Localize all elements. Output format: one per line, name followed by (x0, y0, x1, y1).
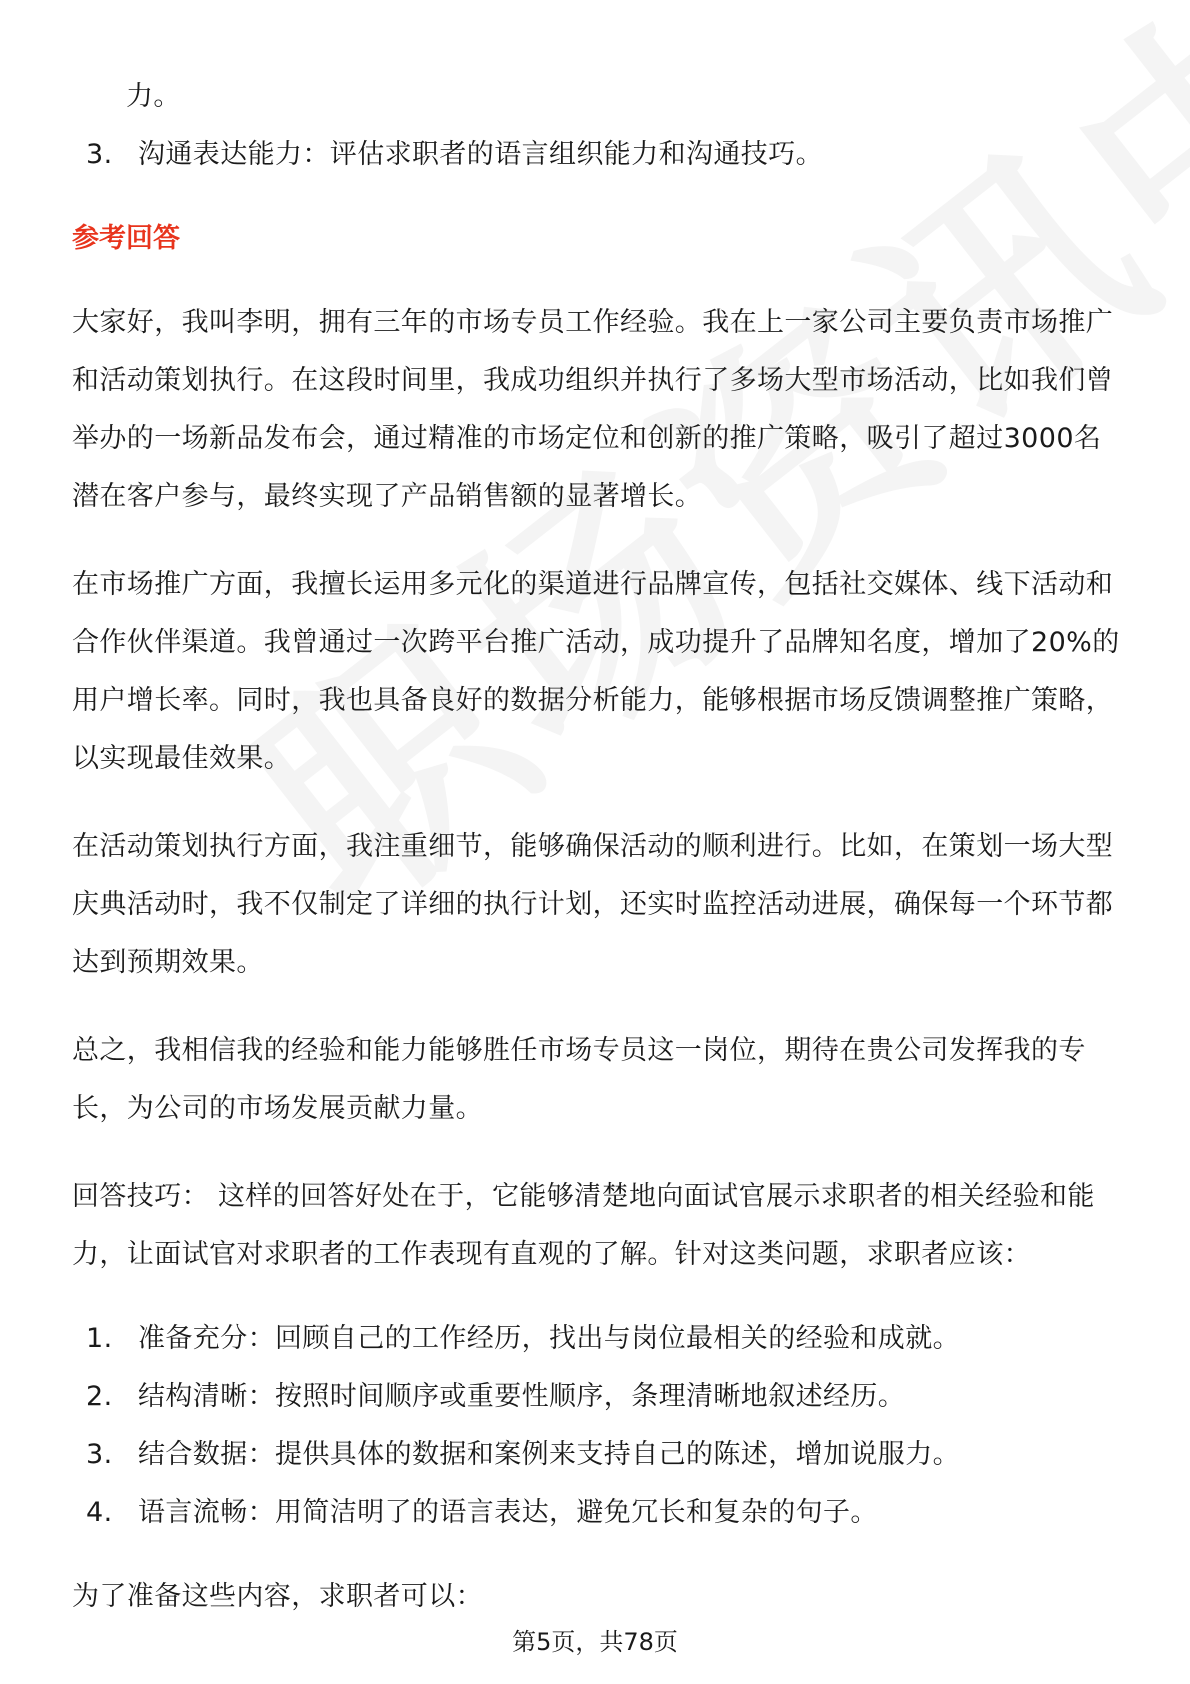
list-item-continuation: 力。 (126, 81, 181, 112)
tips-intro: 回答技巧： 这样的回答好处在于，它能够清楚地向面试官展示求职者的相关经验和能力，让面试官对求职者的工作表现有直观的了解。针对这类问题，求职者应该： (72, 1181, 1095, 1270)
list-item (72, 126, 1122, 184)
list-number: 3. (86, 139, 113, 170)
page-footer: 第5页，共78页 (512, 1628, 678, 1656)
section-title: 参考回答 (72, 223, 180, 254)
tips-list (72, 1310, 1122, 1542)
list-item (72, 1310, 1122, 1368)
list-text: 准备充分：回顾自己的工作经历，找出与岗位最相关的经验和成就。 (138, 1323, 960, 1354)
answer-paragraph-3: 在活动策划执行方面，我注重细节，能够确保活动的顺利进行。比如，在策划一场大型庆典活动时，我不仅制定了详细的执行计划，还实时监控活动进展，确保每一个环节都达到预期效果。 (72, 831, 1114, 978)
answer-paragraph-4: 总之，我相信我的经验和能力能够胜任市场专员这一岗位，期待在贵公司发挥我的专长，为公司的市场发展贡献力量。 (72, 1035, 1086, 1124)
page-content (72, 68, 1122, 1626)
list-number: 3. (86, 1439, 113, 1470)
list-item (72, 1426, 1122, 1484)
list-text: 结合数据：提供具体的数据和案例来支持自己的陈述，增加说服力。 (138, 1439, 960, 1470)
closing-text: 为了准备这些内容，求职者可以： (72, 1581, 483, 1612)
list-item (72, 1368, 1122, 1426)
list-number: 2. (86, 1381, 113, 1412)
answer-paragraph-1: 大家好，我叫李明，拥有三年的市场专员工作经验。我在上一家公司主要负责市场推广和活动策划执行。在这段时间里，我成功组织并执行了多场大型市场活动，比如我们曾举办的一场新品发布会，通过精准的市场定位和创新的推广策略，吸引了超过3000名潜在客户参与，最终实现了产品销售额的显著增长。 (72, 307, 1114, 512)
list-text: 结构清晰：按照时间顺序或重要性顺序，条理清晰地叙述经历。 (138, 1381, 906, 1412)
list-text: 沟通表达能力：评估求职者的语言组织能力和沟通技巧。 (138, 139, 823, 170)
list-number: 4. (86, 1497, 113, 1528)
list-text: 语言流畅：用简洁明了的语言表达，避免冗长和复杂的句子。 (138, 1497, 878, 1528)
answer-paragraph-2: 在市场推广方面，我擅长运用多元化的渠道进行品牌宣传，包括社交媒体、线下活动和合作伙伴渠道。我曾通过一次跨平台推广活动，成功提升了品牌知名度，增加了20%的用户增长率。同时，我也具备良好的数据分析能力，能够根据市场反馈调整推广策略，以实现最佳效果。 (72, 569, 1120, 774)
list-number: 1. (86, 1323, 113, 1354)
list-item (72, 1484, 1122, 1542)
